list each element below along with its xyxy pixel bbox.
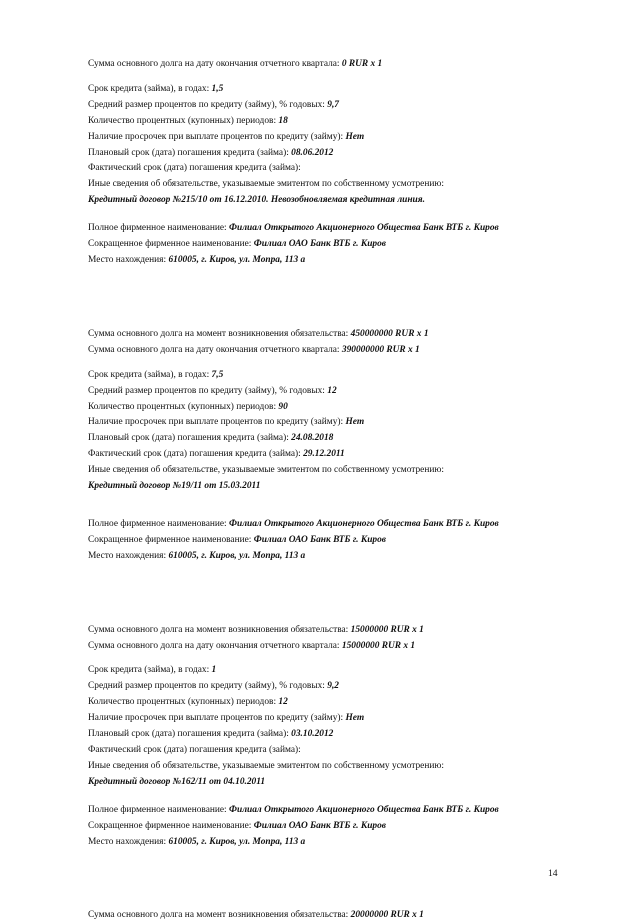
other-info-label: Иные сведения об обязательстве, указываемые эмитентом по собственному усмотрению: [88,179,444,190]
rate-label: Средний размер процентов по кредиту (займу), % годовых: [88,99,328,110]
term-value: 1 [211,665,217,676]
debt-end-label: Сумма основного долга на дату окончания отчетного квартала: [88,344,342,355]
short-name-label: Сокращенное фирменное наименование: [88,820,254,831]
location-value: 610005, г. Киров, ул. Мопра, 113 а [168,550,306,561]
location-label: Место нахождения: [88,550,169,561]
term-label: Срок кредита (займа), в годах: [88,83,212,94]
location-value: 610005, г. Киров, ул. Мопра, 113 а [168,254,306,265]
rate-value: 9,7 [327,99,339,110]
short-name-line [88,819,588,835]
overdue-value: Нет [345,713,365,724]
term-label: Срок кредита (займа), в годах: [88,369,212,380]
debt-end-label: Сумма основного долга на дату окончания отчетного квартала: [88,640,342,651]
full-name-label: Полное фирменное наименование: [88,518,230,529]
debt-end-value: 15000000 RUR x 1 [341,640,416,651]
location-value: 610005, г. Киров, ул. Мопра, 113 а [168,836,306,847]
debt-start-line [88,623,588,639]
full-name-value: Филиал Открытого Акционерного Общества Банк ВТБ г. Киров [229,223,499,234]
rate-value: 9,2 [327,681,339,692]
planned-date-value: 03.10.2012 [291,729,334,740]
debt-end-label: Сумма основного долга на дату окончания отчетного квартала: [88,59,342,69]
planned-date-label: Плановый срок (дата) погашения кредита (займа): [88,729,292,740]
debt-end-line [88,57,588,73]
debt-start-label: Сумма основного долга на момент возникновения обязательства: [88,328,351,339]
full-name-value: Филиал Открытого Акционерного Общества Банк ВТБ г. Киров [229,518,499,529]
debt-start-value: 20000000 RUR x 1 [350,910,424,921]
debt-end-line [88,639,588,655]
short-name-value: Филиал ОАО Банк ВТБ г. Киров [253,239,386,250]
overdue-value: Нет [345,417,365,428]
location-line [88,253,588,269]
term-label: Срок кредита (займа), в годах: [88,665,212,676]
periods-line [88,114,588,130]
planned-date-line [88,727,588,743]
rate-value: 12 [327,385,337,396]
planned-date-line [88,431,588,447]
planned-date-label: Плановый срок (дата) погашения кредита (займа): [88,433,292,444]
periods-value: 18 [278,115,288,126]
location-line [88,549,588,565]
periods-line [88,400,588,416]
debt-end-value: 390000000 RUR x 1 [341,344,420,355]
full-name-label: Полное фирменное наименование: [88,804,230,815]
overdue-line [88,415,588,431]
short-name-line [88,533,588,549]
overdue-label: Наличие просрочек при выплате процентов по кредиту (займу): [88,131,346,142]
rate-line [88,679,588,695]
location-label: Место нахождения: [88,836,169,847]
location-line [88,835,588,851]
full-name-line [88,803,588,819]
debt-end-line [88,343,588,359]
short-name-value: Филиал ОАО Банк ВТБ г. Киров [253,820,386,831]
actual-date-value: 29.12.2011 [303,449,345,460]
periods-label: Количество процентных (купонных) периодов: [88,401,279,412]
term-line [88,663,588,679]
full-name-value: Филиал Открытого Акционерного Общества Банк ВТБ г. Киров [229,804,499,815]
planned-date-label: Плановый срок (дата) погашения кредита (займа): [88,147,292,158]
rate-label: Средний размер процентов по кредиту (займу), % годовых: [88,681,328,692]
term-value: 1,5 [211,83,224,94]
debt-start-label: Сумма основного долга на момент возникновения обязательства: [88,624,351,635]
short-name-line [88,237,588,253]
term-line [88,368,588,384]
full-name-line [88,221,588,237]
actual-date-label: Фактический срок (дата) погашения кредита (займа): [88,163,301,174]
short-name-value: Филиал ОАО Банк ВТБ г. Киров [253,534,386,545]
overdue-line [88,711,588,727]
debt-start-value: 450000000 RUR x 1 [350,328,429,339]
rate-line [88,384,588,400]
full-name-line [88,517,588,533]
periods-label: Количество процентных (купонных) периодов: [88,115,279,126]
other-info-label: Иные сведения об обязательстве, указываемые эмитентом по собственному усмотрению: [88,760,444,771]
overdue-value: Нет [345,131,365,142]
page-content [88,57,588,924]
other-info-value: Кредитный договор №162/11 от 04.10.2011 [88,776,266,787]
short-name-label: Сокращенное фирменное наименование: [88,239,254,250]
actual-date-line [88,161,588,177]
periods-value: 12 [278,697,288,708]
planned-date-value: 24.08.2018 [291,433,334,444]
debt-start-line [88,327,588,343]
planned-date-line [88,146,588,162]
debt-end-value: 0 RUR x 1 [341,59,383,69]
debt-start-value: 15000000 RUR x 1 [350,624,424,635]
overdue-label: Наличие просрочек при выплате процентов по кредиту (займу): [88,713,346,724]
overdue-line [88,130,588,146]
actual-date-label: Фактический срок (дата) погашения кредита (займа): [88,449,304,460]
actual-date-line [88,743,588,759]
location-label: Место нахождения: [88,254,169,265]
short-name-label: Сокращенное фирменное наименование: [88,534,254,545]
full-name-label: Полное фирменное наименование: [88,223,230,234]
term-line [88,82,588,98]
term-value: 7,5 [211,369,224,380]
periods-value: 90 [278,401,288,412]
periods-line [88,695,588,711]
other-info-value: Кредитный договор №19/11 от 15.03.2011 [88,481,261,492]
overdue-label: Наличие просрочек при выплате процентов по кредиту (займу): [88,417,346,428]
periods-label: Количество процентных (купонных) периодов: [88,697,279,708]
actual-date-label: Фактический срок (дата) погашения кредита (займа): [88,745,301,755]
debt-start-line [88,908,588,924]
other-info-label: Иные сведения об обязательстве, указываемые эмитентом по собственному усмотрению: [88,465,444,476]
rate-label: Средний размер процентов по кредиту (займу), % годовых: [88,385,328,396]
rate-line [88,98,588,114]
page-number: 14 [548,868,558,879]
actual-date-line [88,447,588,463]
planned-date-value: 08.06.2012 [291,147,334,158]
other-info-value: Кредитный договор №215/10 от 16.12.2010. Невозобновляемая кредитная линия. [88,195,425,206]
debt-start-label: Сумма основного долга на момент возникновения обязательства: [88,910,351,921]
